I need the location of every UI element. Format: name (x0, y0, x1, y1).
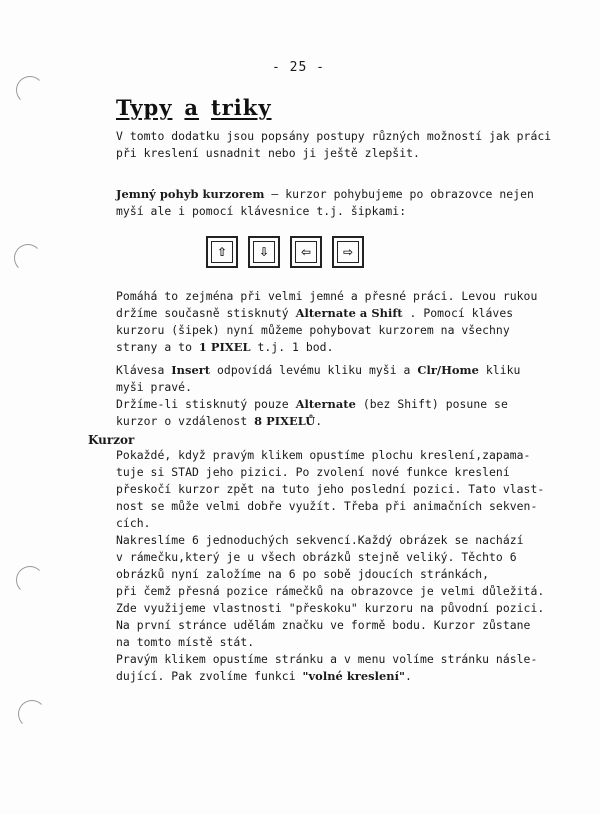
text-line: Na první stránce udělám značku ve formě bodu. Kurzor zůstane (116, 618, 531, 632)
title-word: a (184, 95, 200, 120)
text-span: t.j. 1 bod. (250, 340, 334, 354)
text-span: odpovídá levému kliku myši a (210, 363, 418, 377)
page-title (116, 95, 284, 120)
text-line: v rámečku,který je u všech obrázků stejně veliký. Těchto 6 (116, 550, 517, 564)
text-span: (bez Shift) posune se (355, 397, 508, 411)
arrow-left-key (290, 236, 322, 268)
text-line: myší ale i pomocí klávesnice t.j. šipkami: (116, 204, 407, 218)
text-span: kliku (478, 363, 521, 377)
text-line: Pravým klikem opustíme stránku a v menu volíme stránku násle- (116, 652, 538, 666)
arrow-keys-illustration (206, 236, 364, 268)
arrow-down-key-icon: ⇩ (253, 241, 275, 263)
intro-paragraph (116, 128, 551, 162)
bold-term: 1 PIXEL (198, 340, 251, 354)
bold-term: "volné kreslení" (302, 669, 405, 683)
bold-term: Alternate a Shift (295, 306, 403, 320)
text-line: cích. (116, 516, 151, 530)
fine-move-label: Jemný pohyb kurzorem (116, 187, 265, 201)
text-span: . Pomocí kláves (402, 306, 514, 320)
text-line: přeskočí kurzor zpět na tuto jeho poslední pozici. Tato vlast- (116, 482, 545, 496)
text-line: Pokaždé, když pravým klikem opustíme plochu kreslení,zapama- (116, 448, 531, 462)
text-span: Držíme-li stisknutý pouze (116, 397, 296, 411)
insert-paragraph (116, 362, 520, 430)
arrow-right-key-icon: ⇨ (337, 241, 359, 263)
text-line: při kreslení usnadnit nebo ji ještě zlepšit. (116, 146, 420, 160)
text-span: držíme současně stisknutý (116, 306, 296, 320)
arrow-right-key (332, 236, 364, 268)
text-line: při čemž přesná pozice rámečků na obrazovce je velmi důležitá. (116, 584, 545, 598)
text-line: na tomto místě stát. (116, 635, 255, 649)
text-span: Klávesa (116, 363, 172, 377)
bold-term: 8 PIXELŮ (254, 414, 316, 428)
title-word: triky (211, 95, 272, 120)
bold-term: Clr/Home (417, 363, 479, 377)
section-heading-kurzor: Kurzor (88, 433, 135, 447)
text-span: strany a to (116, 340, 199, 354)
text-span: . (315, 414, 323, 428)
arrow-left-key-icon: ⇦ (295, 241, 317, 263)
punch-hole-mark (16, 76, 44, 104)
arrow-up-key (206, 236, 238, 268)
text-line (116, 668, 544, 685)
text-line: myši pravé. (116, 380, 192, 394)
text-line: tuje si STAD jeho pizici. Po zvolení nové funkce kreslení (116, 465, 510, 479)
text-line: kurzoru (šipek) nyní můžeme pohybovat kurzorem na všechny (116, 323, 510, 337)
pixel-paragraph (116, 288, 537, 356)
text-line (116, 396, 520, 413)
text-span: kurzor o vzdálenost (116, 414, 255, 428)
bold-term: Insert (171, 363, 211, 377)
text-line (116, 305, 537, 322)
bold-term: Alternate (295, 397, 356, 411)
arrow-down-key (248, 236, 280, 268)
text-line (116, 339, 537, 356)
kurzor-paragraph (116, 447, 544, 685)
text-line: nost se může velmi dobře využít. Třeba při animačních sekven- (116, 499, 538, 513)
title-word: Typy (116, 95, 173, 120)
text-line (116, 413, 520, 430)
text-line (116, 362, 520, 379)
punch-hole-mark (14, 244, 42, 272)
text-line (116, 186, 534, 203)
text-span: . (404, 669, 412, 683)
text-line: Nakreslíme 6 jednoduchých sekvencí.Každý obrázek se nachází (116, 533, 524, 547)
arrow-up-key-icon: ⇧ (211, 241, 233, 263)
punch-hole-mark (16, 566, 44, 594)
text-line: Zde využijeme vlastnosti "přeskoku" kurzoru na původní pozici. (116, 601, 545, 615)
page-number: - 25 - (272, 60, 325, 75)
text-span: dující. Pak zvolíme funkci (116, 669, 303, 683)
text-line: obrázků nyní založíme na 6 po sobě jdoucích stránkách, (116, 567, 490, 581)
text-line: Pomáhá to zejména při velmi jemné a přesné práci. Levou rukou (116, 289, 538, 303)
punch-hole-mark (18, 700, 46, 728)
fine-move-paragraph (116, 186, 534, 220)
text-span: — kurzor pohybujeme po obrazovce nejen (264, 187, 534, 201)
text-line: V tomto dodatku jsou popsány postupy různých možností jak práci (116, 129, 552, 143)
